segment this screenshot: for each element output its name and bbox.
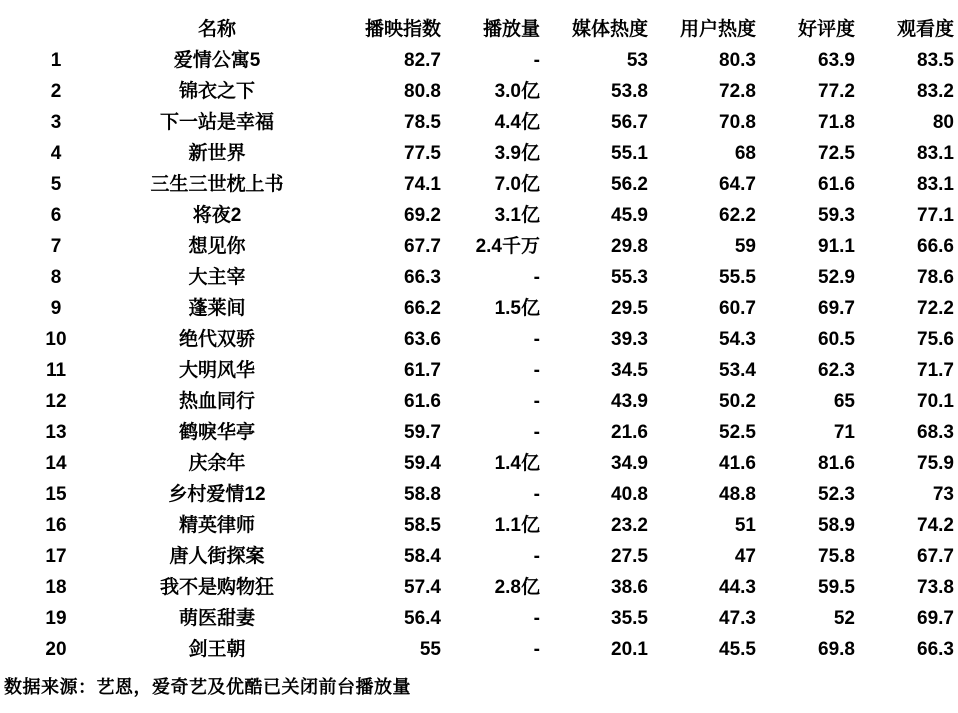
table-row — [20, 231, 954, 262]
cell-praise-rate: 71.8 — [818, 112, 855, 133]
cell-play-volume: 1.4亿 — [494, 453, 540, 474]
cell-rank: 5 — [50, 174, 62, 195]
cell-media-heat: 53 — [626, 50, 648, 71]
cell-media-heat: 53.8 — [611, 81, 648, 102]
cell-rank: 11 — [45, 360, 67, 381]
cell-play-volume: - — [533, 329, 540, 350]
cell-rank: 10 — [45, 329, 67, 350]
table-row — [20, 448, 954, 479]
cell-praise-rate: 59.5 — [818, 577, 855, 598]
cell-name: 三生三世枕上书 — [150, 174, 284, 195]
cell-rank: 1 — [50, 50, 62, 71]
cell-broadcast-index: 59.7 — [404, 422, 441, 443]
cell-user-heat: 64.7 — [719, 174, 756, 195]
cell-praise-rate: 60.5 — [818, 329, 855, 350]
cell-name: 绝代双骄 — [178, 329, 255, 350]
cell-user-heat: 70.8 — [719, 112, 756, 133]
cell-broadcast-index: 58.8 — [404, 484, 441, 505]
cell-name: 想见你 — [188, 236, 246, 257]
cell-broadcast-index: 69.2 — [404, 205, 441, 226]
table-row — [20, 324, 954, 355]
cell-media-heat: 43.9 — [611, 391, 648, 412]
cell-user-heat: 68 — [734, 143, 756, 164]
cell-rank: 4 — [50, 143, 62, 164]
cell-name: 精英律师 — [178, 515, 255, 536]
cell-rank: 12 — [45, 391, 67, 412]
table-row — [20, 107, 954, 138]
table-header — [20, 14, 954, 45]
table-row — [20, 138, 954, 169]
cell-rank: 7 — [50, 236, 62, 257]
source-footnote: 数据来源：艺恩，爱奇艺及优酷已关闭前台播放量 — [4, 677, 411, 697]
cell-watch-rate: 66.3 — [917, 639, 954, 660]
cell-watch-rate: 78.6 — [917, 267, 954, 288]
cell-play-volume: 7.0亿 — [494, 174, 540, 195]
cell-broadcast-index: 74.1 — [404, 174, 441, 195]
table-row — [20, 262, 954, 293]
cell-play-volume: 3.1亿 — [494, 205, 540, 226]
cell-praise-rate: 75.8 — [818, 546, 855, 567]
cell-media-heat: 35.5 — [611, 608, 648, 629]
cell-broadcast-index: 78.5 — [404, 112, 441, 133]
table-row — [20, 355, 954, 386]
cell-user-heat: 52.5 — [719, 422, 756, 443]
cell-watch-rate: 69.7 — [917, 608, 954, 629]
cell-user-heat: 53.4 — [719, 360, 756, 381]
cell-play-volume: - — [533, 484, 540, 505]
cell-praise-rate: 52.9 — [818, 267, 855, 288]
cell-broadcast-index: 77.5 — [404, 143, 441, 164]
cell-name: 鹤唳华亭 — [178, 422, 255, 443]
cell-broadcast-index: 80.8 — [404, 81, 441, 102]
cell-watch-rate: 66.6 — [917, 236, 954, 257]
cell-user-heat: 72.8 — [719, 81, 756, 102]
cell-broadcast-index: 55 — [419, 639, 441, 660]
cell-media-heat: 39.3 — [611, 329, 648, 350]
cell-praise-rate: 52.3 — [818, 484, 855, 505]
cell-rank: 6 — [50, 205, 62, 226]
cell-praise-rate: 91.1 — [818, 236, 855, 257]
cell-watch-rate: 80 — [932, 112, 954, 133]
cell-praise-rate: 69.8 — [818, 639, 855, 660]
cell-watch-rate: 68.3 — [917, 422, 954, 443]
cell-media-heat: 29.8 — [611, 236, 648, 257]
cell-name: 蓬莱间 — [188, 298, 246, 319]
cell-broadcast-index: 61.7 — [404, 360, 441, 381]
cell-user-heat: 51 — [734, 515, 756, 536]
cell-name: 新世界 — [188, 143, 246, 164]
cell-name: 庆余年 — [188, 453, 246, 474]
cell-praise-rate: 63.9 — [818, 50, 855, 71]
cell-play-volume: - — [533, 50, 540, 71]
column-header-rank — [20, 14, 92, 45]
cell-praise-rate: 77.2 — [818, 81, 855, 102]
column-header-play-volume: 播放量 — [482, 19, 540, 40]
table-row — [20, 417, 954, 448]
cell-praise-rate: 61.6 — [818, 174, 855, 195]
cell-media-heat: 21.6 — [611, 422, 648, 443]
cell-name: 我不是购物狂 — [159, 577, 274, 598]
cell-user-heat: 50.2 — [719, 391, 756, 412]
column-header-broadcast-index: 播映指数 — [364, 19, 441, 40]
cell-watch-rate: 83.1 — [917, 143, 954, 164]
cell-play-volume: - — [533, 267, 540, 288]
cell-user-heat: 45.5 — [719, 639, 756, 660]
cell-watch-rate: 75.6 — [917, 329, 954, 350]
cell-rank: 20 — [45, 639, 67, 660]
cell-media-heat: 56.7 — [611, 112, 648, 133]
cell-play-volume: - — [533, 546, 540, 567]
cell-watch-rate: 83.5 — [917, 50, 954, 71]
cell-watch-rate: 70.1 — [917, 391, 954, 412]
cell-rank: 15 — [45, 484, 67, 505]
cell-user-heat: 59 — [734, 236, 756, 257]
table-row — [20, 200, 954, 231]
table-row — [20, 634, 954, 665]
cell-watch-rate: 77.1 — [917, 205, 954, 226]
cell-broadcast-index: 57.4 — [404, 577, 441, 598]
cell-name: 爱情公寓5 — [173, 50, 261, 71]
cell-play-volume: 1.5亿 — [494, 298, 540, 319]
table-row — [20, 603, 954, 634]
cell-media-heat: 45.9 — [611, 205, 648, 226]
table-row — [20, 541, 954, 572]
cell-media-heat: 55.3 — [611, 267, 648, 288]
cell-name: 大明风华 — [178, 360, 255, 381]
cell-name: 乡村爱情12 — [168, 484, 266, 505]
cell-user-heat: 60.7 — [719, 298, 756, 319]
cell-name: 剑王朝 — [188, 639, 246, 660]
cell-rank: 13 — [45, 422, 67, 443]
cell-media-heat: 23.2 — [611, 515, 648, 536]
table-body — [20, 45, 954, 665]
table-row — [20, 572, 954, 603]
table-row — [20, 510, 954, 541]
cell-media-heat: 34.5 — [611, 360, 648, 381]
cell-user-heat: 48.8 — [719, 484, 756, 505]
cell-media-heat: 38.6 — [611, 577, 648, 598]
cell-play-volume: 4.4亿 — [494, 112, 540, 133]
cell-watch-rate: 67.7 — [917, 546, 954, 567]
column-header-media-heat: 媒体热度 — [571, 19, 648, 40]
cell-user-heat: 55.5 — [719, 267, 756, 288]
cell-praise-rate: 52 — [833, 608, 855, 629]
cell-praise-rate: 71 — [833, 422, 855, 443]
table-row — [20, 76, 954, 107]
cell-play-volume: - — [533, 608, 540, 629]
cell-watch-rate: 72.2 — [917, 298, 954, 319]
cell-praise-rate: 62.3 — [818, 360, 855, 381]
cell-play-volume: 2.8亿 — [494, 577, 540, 598]
cell-user-heat: 41.6 — [719, 453, 756, 474]
cell-media-heat: 29.5 — [611, 298, 648, 319]
table-row — [20, 479, 954, 510]
cell-praise-rate: 58.9 — [818, 515, 855, 536]
cell-rank: 8 — [50, 267, 62, 288]
cell-broadcast-index: 59.4 — [404, 453, 441, 474]
cell-play-volume: 3.9亿 — [494, 143, 540, 164]
cell-name: 下一站是幸福 — [159, 112, 274, 133]
cell-play-volume: 3.0亿 — [494, 81, 540, 102]
column-header-user-heat: 用户热度 — [679, 19, 756, 40]
cell-media-heat: 20.1 — [611, 639, 648, 660]
cell-watch-rate: 83.1 — [917, 174, 954, 195]
table-header-row — [20, 14, 954, 45]
cell-play-volume: 1.1亿 — [494, 515, 540, 536]
cell-praise-rate: 72.5 — [818, 143, 855, 164]
cell-name: 大主宰 — [188, 267, 246, 288]
cell-user-heat: 47 — [734, 546, 756, 567]
cell-user-heat: 54.3 — [719, 329, 756, 350]
cell-play-volume: - — [533, 422, 540, 443]
cell-rank: 14 — [45, 453, 67, 474]
cell-rank: 18 — [45, 577, 67, 598]
column-header-praise-rate: 好评度 — [797, 19, 855, 40]
table-row — [20, 386, 954, 417]
cell-watch-rate: 73 — [932, 484, 954, 505]
cell-broadcast-index: 56.4 — [404, 608, 441, 629]
cell-name: 唐人街探案 — [169, 546, 265, 567]
cell-rank: 16 — [45, 515, 67, 536]
cell-user-heat: 62.2 — [719, 205, 756, 226]
table-row — [20, 293, 954, 324]
cell-praise-rate: 59.3 — [818, 205, 855, 226]
ranking-table — [20, 14, 954, 665]
cell-broadcast-index: 61.6 — [404, 391, 441, 412]
cell-play-volume: 2.4千万 — [475, 236, 540, 257]
cell-media-heat: 56.2 — [611, 174, 648, 195]
cell-rank: 9 — [50, 298, 62, 319]
cell-rank: 3 — [50, 112, 62, 133]
cell-user-heat: 47.3 — [719, 608, 756, 629]
cell-play-volume: - — [533, 360, 540, 381]
cell-watch-rate: 74.2 — [917, 515, 954, 536]
cell-name: 将夜2 — [192, 205, 242, 226]
table-row — [20, 169, 954, 200]
cell-watch-rate: 83.2 — [917, 81, 954, 102]
column-header-name: 名称 — [197, 19, 236, 40]
cell-play-volume: - — [533, 391, 540, 412]
cell-media-heat: 27.5 — [611, 546, 648, 567]
cell-broadcast-index: 63.6 — [404, 329, 441, 350]
cell-play-volume: - — [533, 639, 540, 660]
table-row — [20, 45, 954, 76]
cell-broadcast-index: 67.7 — [404, 236, 441, 257]
cell-rank: 2 — [50, 81, 62, 102]
cell-broadcast-index: 58.5 — [404, 515, 441, 536]
cell-praise-rate: 65 — [833, 391, 855, 412]
cell-rank: 17 — [45, 546, 67, 567]
cell-praise-rate: 81.6 — [818, 453, 855, 474]
cell-broadcast-index: 66.2 — [404, 298, 441, 319]
cell-broadcast-index: 66.3 — [404, 267, 441, 288]
cell-praise-rate: 69.7 — [818, 298, 855, 319]
cell-name: 热血同行 — [178, 391, 255, 412]
cell-name: 锦衣之下 — [178, 81, 255, 102]
cell-rank: 19 — [45, 608, 67, 629]
cell-watch-rate: 73.8 — [917, 577, 954, 598]
cell-media-heat: 34.9 — [611, 453, 648, 474]
column-header-watch-rate: 观看度 — [896, 19, 954, 40]
cell-user-heat: 80.3 — [719, 50, 756, 71]
cell-broadcast-index: 82.7 — [404, 50, 441, 71]
cell-watch-rate: 75.9 — [917, 453, 954, 474]
cell-media-heat: 40.8 — [611, 484, 648, 505]
cell-media-heat: 55.1 — [611, 143, 648, 164]
cell-name: 萌医甜妻 — [178, 608, 255, 629]
cell-user-heat: 44.3 — [719, 577, 756, 598]
cell-broadcast-index: 58.4 — [404, 546, 441, 567]
cell-watch-rate: 71.7 — [917, 360, 954, 381]
